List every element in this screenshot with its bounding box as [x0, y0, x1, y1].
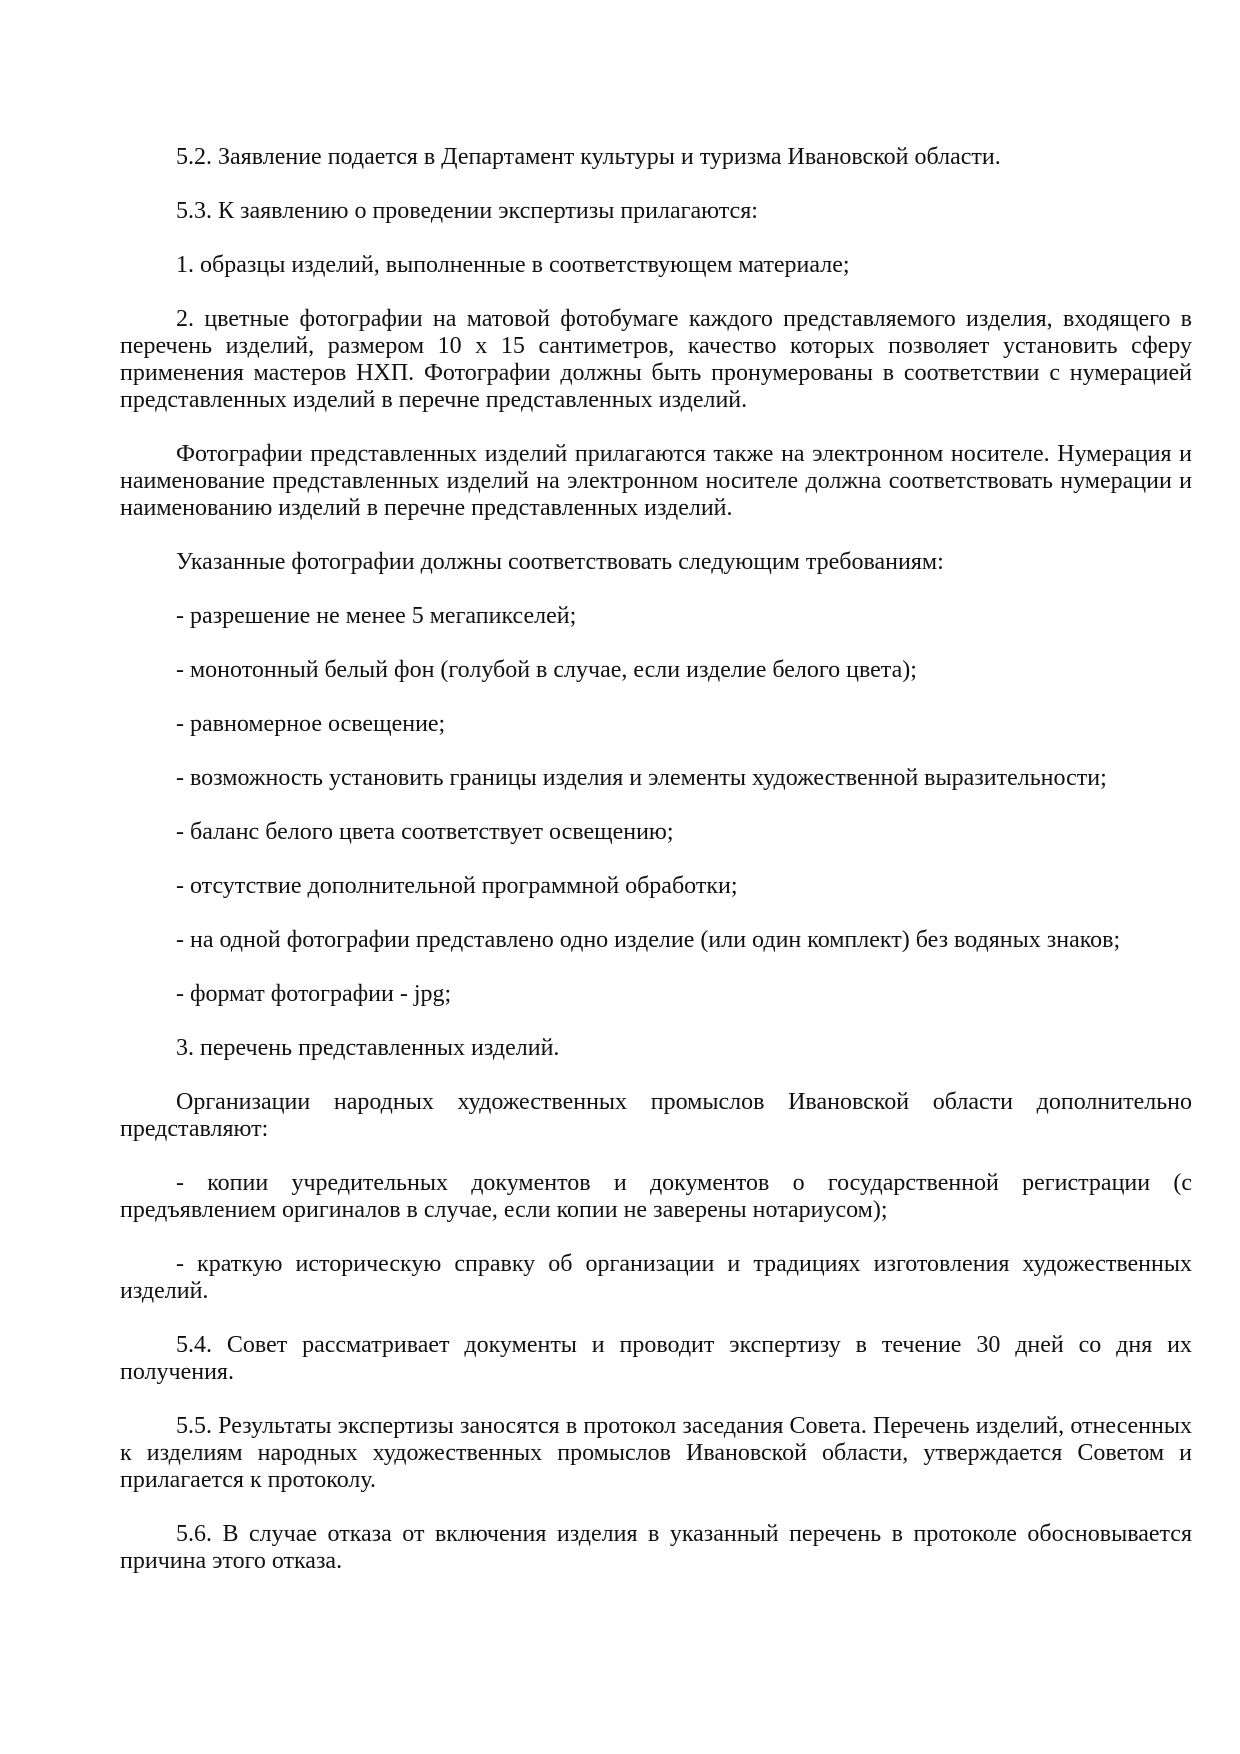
requirement-item: - монотонный белый фон (голубой в случае, если изделие белого цвета); [176, 657, 917, 683]
org-item: - копии учредительных документов и документов о государственной регистрации (с предъявлением оригиналов в случае, если копии не заверены нотариусом); [120, 1170, 1192, 1223]
document-page [120, 144, 1192, 1602]
requirement-item: - возможность установить границы изделия и элементы художественной выразительности; [176, 765, 1107, 791]
paragraph-electronic-media: Фотографии представленных изделий прилагаются также на электронном носителе. Нумерация и наименование представленных изделий на электронном носителе должна соответствовать нумерации и наименованию изделий в перечне представленных изделий. [120, 441, 1192, 521]
paragraph-5-3: 5.3. К заявлению о проведении экспертизы прилагаются: [176, 198, 758, 224]
requirement-item: - отсутствие дополнительной программной обработки; [176, 873, 738, 899]
list-item-3: 3. перечень представленных изделий. [176, 1035, 560, 1061]
requirement-item: - разрешение не менее 5 мегапикселей; [176, 603, 577, 629]
paragraph-5-5: 5.5. Результаты экспертизы заносятся в протокол заседания Совета. Перечень изделий, отнесенных к изделиям народных художественных промыслов Ивановской области, утверждается Советом и прилагается к протоколу. [120, 1413, 1192, 1493]
requirement-item: - на одной фотографии представлено одно изделие (или один комплект) без водяных знаков; [176, 927, 1121, 953]
paragraph-photo-requirements: Указанные фотографии должны соответствовать следующим требованиям: [176, 549, 944, 575]
org-item: - краткую историческую справку об организации и традициях изготовления художественных изделий. [120, 1251, 1192, 1304]
paragraph-5-2: 5.2. Заявление подается в Департамент культуры и туризма Ивановской области. [176, 144, 1001, 170]
list-item-1: 1. образцы изделий, выполненные в соответствующем материале; [176, 252, 850, 278]
paragraph-5-4: 5.4. Совет рассматривает документы и проводит экспертизу в течение 30 дней со дня их получения. [120, 1332, 1192, 1385]
paragraph-5-6: 5.6. В случае отказа от включения изделия в указанный перечень в протоколе обосновывается причина этого отказа. [120, 1521, 1192, 1574]
list-item-2: 2. цветные фотографии на матовой фотобумаге каждого представляемого изделия, входящего в перечень изделий, размером 10 х 15 сантиметров, качество которых позволяет установить сферу применения мастеров НХП. Фотографии должны быть пронумерованы в соответствии с нумерацией представленных изделий в перечне представленных изделий. [120, 306, 1192, 413]
requirement-item: - формат фотографии - jpg; [176, 981, 452, 1007]
paragraph-organizations: Организации народных художественных промыслов Ивановской области дополнительно представляют: [120, 1089, 1192, 1142]
requirement-item: - равномерное освещение; [176, 711, 446, 737]
requirement-item: - баланс белого цвета соответствует освещению; [176, 819, 674, 845]
